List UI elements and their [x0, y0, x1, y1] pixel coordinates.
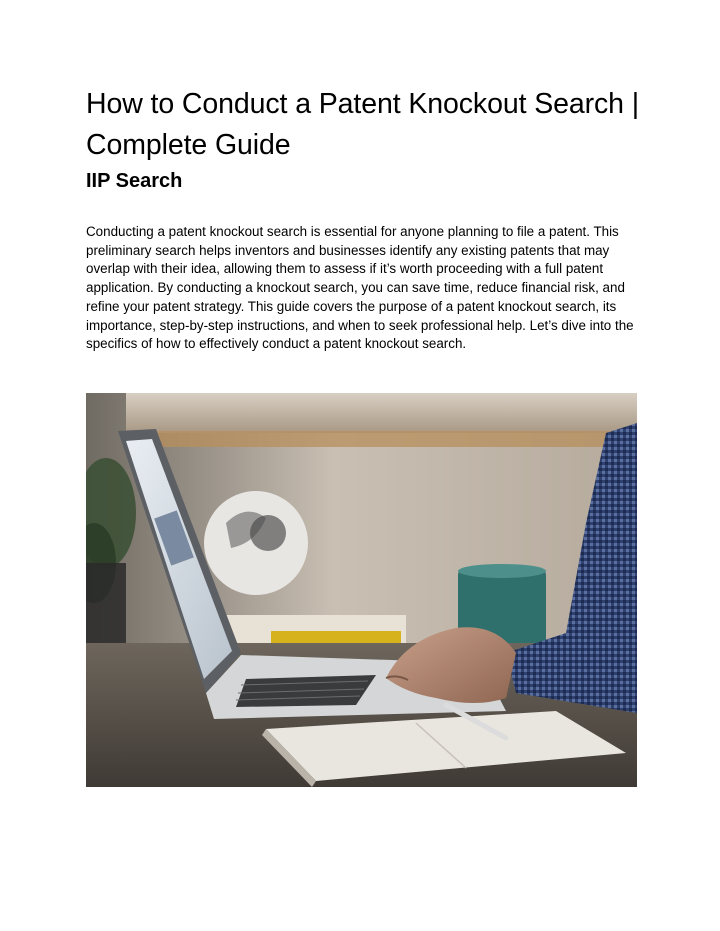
intro-paragraph: Conducting a patent knockout search is essential for anyone planning to file a patent. This preliminary search helps inventors and businesses identify any existing patents that may overlap with their idea, allowing them to assess if it’s worth proceeding with a full patent application. By conducting a knockout search, you can save time, reduce financial risk, and refine your patent strategy. This guide covers the purpose of a patent knockout search, its importance, step-by-step instructions, and when to seek professional help. Let’s dive into the specifics of how to effectively conduct a patent knockout search. — [86, 224, 634, 352]
laptop-photo-illustration — [86, 393, 637, 787]
page-title: How to Conduct a Patent Knockout Search | Complete Guide — [86, 88, 640, 161]
laptop-photo — [86, 393, 637, 787]
page-subtitle: IIP Search — [86, 170, 183, 192]
